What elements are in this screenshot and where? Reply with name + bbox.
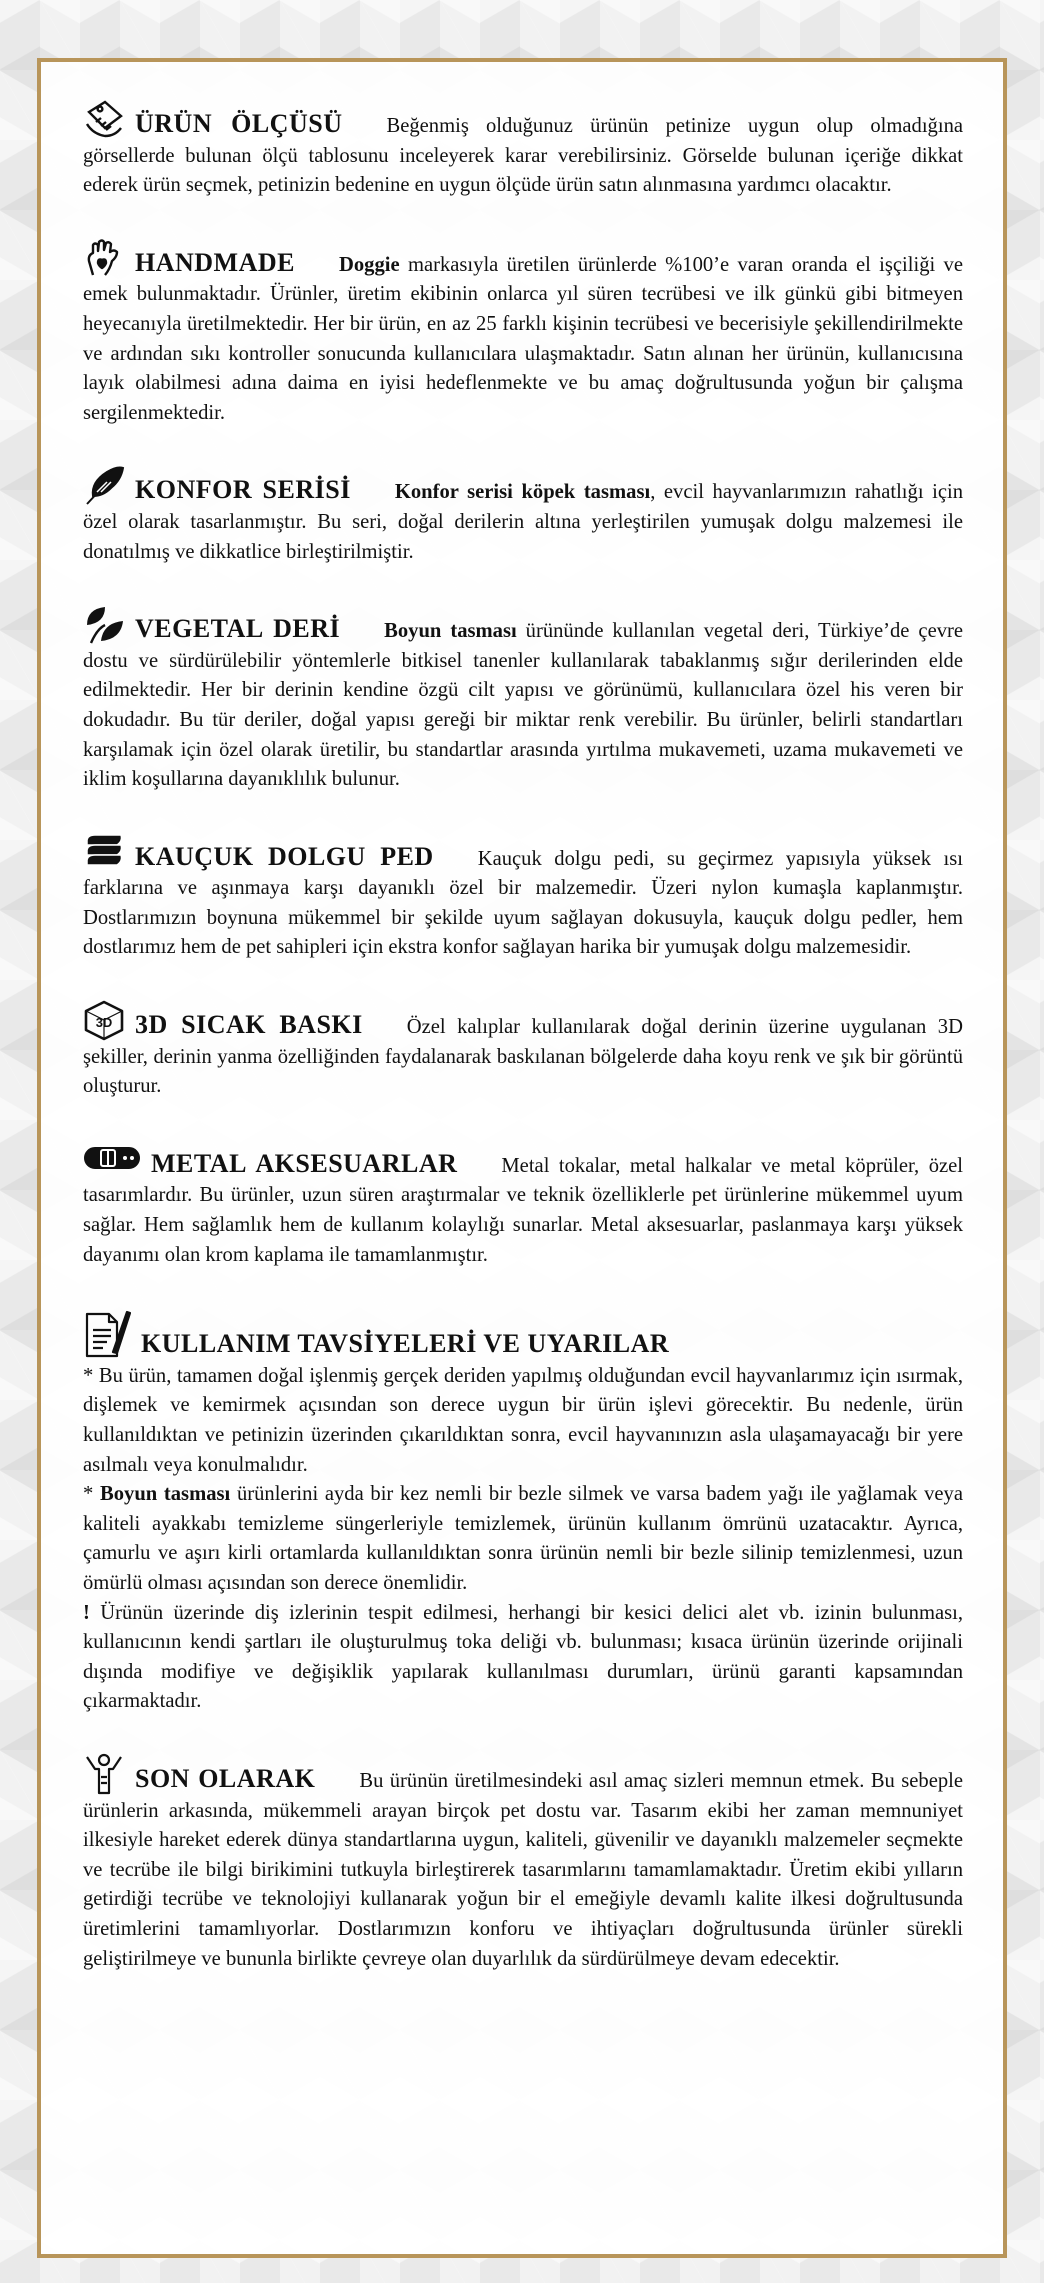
- section-text: Beğenmiş olduğunuz ürünün petinize uygun olup olmadığına görsellerde bulunan ölçü tablosunu inceleyerek karar verebilirsiniz. Görselde bulunan içeriğe dikkat ederek ürün seçmek, petinizin bedenine en uygun ölçüde ürün satın alınmasına yardımcı olacaktır.: [83, 115, 964, 197]
- hand-heart-icon: [83, 237, 125, 279]
- usage-bold-2: Boyun tasması: [99, 1483, 231, 1506]
- section-paragraph: [83, 1753, 963, 1974]
- section-paragraph: [83, 999, 963, 1102]
- section-text: markasıyla üretilen ürünlerde %100’e varan oranda el işçiliği ve emek bulunmaktadır. Ürünler, üretim ekibinin onlarca yıl süren tecrübesi ve ilk günkü gibi bitmeyen heyecanıyla üretilmektedir. Her bir ürün, en az 25 farklı kişinin tecrübesi ve becerisiyle şekillendirilmekte ve ardından sıkı kontroller sonucunda kullanıcılara ulaşmaktadır. Satın alınan her ürünün, kullanıcısına layık olabilmesi adına daima en iyisi hedeflenmekte ve bu amaç doğrultusunda yoğun bir çalışma sergilenmektedir.: [83, 253, 963, 424]
- section-vegetal-deri: [83, 603, 963, 795]
- section-urun-olcusu: [83, 98, 963, 201]
- section-heading-line: [83, 1306, 963, 1362]
- section-title: HANDMADE: [135, 247, 295, 277]
- happy-person-icon: [83, 1753, 125, 1795]
- svg-text:3D: 3D: [95, 1015, 113, 1031]
- section-paragraph: [83, 1138, 963, 1270]
- 3d-cube-icon: [83, 999, 125, 1041]
- section-bold-lead: Doggie: [339, 253, 400, 276]
- section-text: Bu ürünün üretilmesindeki asıl amaç sizleri memnun etmek. Bu sebeple ürünlerin arkasında, mükemmeli arayan birçok pet dostu var. Tasarım ekibi her zaman memnuniyet ilkesiyle hareket ederek dünya standartlarına uygun, kaliteli, güvenilir ve dayanıklı malzemeler seçmekte ve tecrübe ile bilgi birikimini tutkuyla birleştirerek tasarımlarını tamamlamaktadır. Üretim ekibi yılların getirdiği tecrübe ve teknolojiyi kullanarak yoğun bir el emeğiyle devamlı kalite ilkesi doğrultusunda üretimlerini tamamlıyorlar. Dostlarımızın konforu ve ihtiyaçları doğrultusunda ürünler sürekli geliştirilmeye ve bununla birlikte çevreye olan duyarlılık da sürdürülmeye devam edecektir.: [83, 1769, 964, 1970]
- content-frame: [37, 58, 1007, 2258]
- usage-paragraph-2: [83, 1480, 963, 1598]
- usage-prefix-2: *: [83, 1483, 100, 1506]
- ruler-tag-icon: [83, 98, 125, 140]
- section-konfor-serisi: [83, 464, 963, 567]
- section-paragraph: [83, 464, 963, 567]
- section-title: SON OLARAK: [135, 1763, 316, 1793]
- collar-icon: [83, 1138, 141, 1180]
- section-text: , evcil hayvanlarımızın rahatlığı için özel olarak tasarlanmıştır. Bu seri, doğal derilerin altına yerleştirilen yumuşak dolgu malzemesi ile donatılmış ve dikkatlice birleştirilmiştir.: [83, 481, 964, 563]
- section-text: Özel kalıplar kullanılarak doğal derinin üzerine uygulanan 3D şekiller, derinin yanma özelliğinden faydalanarak baskılanan bölgelerde daha koyu renk ve şık bir görüntü oluşturur.: [83, 1016, 963, 1098]
- section-bold-lead: Konfor serisi köpek tasması: [394, 481, 651, 504]
- section-metal-aksesuarlar: [83, 1138, 963, 1270]
- section-kaucuk-dolgu-ped: [83, 831, 963, 963]
- usage-paragraph-1: [83, 1362, 963, 1480]
- section-bold-lead: Boyun tasması: [384, 620, 517, 643]
- section-text: Kauçuk dolgu pedi, su geçirmez yapısıyla yüksek ısı farklarına ve aşınmaya karşı dayanıklı özel bir malzemedir. Üzeri nylon kumaşla kaplanmıştır. Dostlarımızın boynuna mükemmel bir şekilde uyum sağlayan dokusuyla, kauçuk dolgu pedler, hem dostlarımız hem de pet sahipleri için ekstra konfor sağlayan harika bir yumuşak dolgu malzemesidir.: [83, 847, 964, 959]
- layers-icon: [83, 831, 125, 873]
- document-pen-icon: [83, 1306, 131, 1358]
- content-area: [83, 98, 963, 2010]
- section-handmade: [83, 237, 963, 429]
- section-3d-sicak-baski: [83, 999, 963, 1102]
- usage-text-1: * Bu ürün, tamamen doğal işlenmiş gerçek deriden yapılmış olduğundan evcil hayvanlarımız için ısırmak, dişlemek ve kemirmek açısından son derece uygun bir ürün işlevi görecektir. Bu nedenle, ürün kullanıldıktan ve petinizin üzerinden çıkarıldıktan sonra, evcil hayvanınızın asla ulaşamayacağı bir yere asılmalı veya konulmalıdır.: [83, 1364, 963, 1476]
- section-title: VEGETAL DERİ: [135, 614, 341, 644]
- section-paragraph: [83, 98, 963, 201]
- section-kullanim-tavsiyeleri: [83, 1306, 963, 1717]
- section-paragraph: [83, 237, 963, 429]
- section-text: Metal tokalar, metal halkalar ve metal köprüler, özel tasarımlardır. Bu ürünler, uzun süren araştırmalar ve teknik özelliklerle pet ürünlerine mükemmel uyum sağlar. Hem sağlamlık hem de kullanım kolaylığı sunarlar. Metal aksesuarlar, paslanmaya karşı yüksek dayanımı olan krom kaplama ile tamamlanmıştır.: [83, 1154, 963, 1266]
- usage-text-3: Ürünün üzerinde diş izlerinin tespit edilmesi, herhangi bir kesici delici alet vb. izinin bulunması, kullanıcının kendi şartları ile oluşturulmuş toka deliği vb. bulunması; kısaca ürünün üzerinde orijinali dışında modifiye ve değişiklik yapılarak kullanılması durumları, ürünü garanti kapsamından çıkarmaktadır.: [83, 1601, 963, 1713]
- usage-bold-3: !: [83, 1601, 90, 1624]
- section-title: KAUÇUK DOLGU PED: [135, 841, 434, 871]
- usage-text-2: ürünlerini ayda bir kez nemli bir bezle silmek ve varsa badem yağı ile yağlamak veya kaliteli ayakkabı temizleme süngerleriyle temizlemek, ürünün kullanım ömrünü uzatacaktır. Ayrıca, çamurlu ve aşırı kirli ortamlarda kullanıldıktan sonra ürünün nemli bir bezle silinip temizlenmesi, uzun ömürlü olması açısından son derece önemlidir.: [83, 1483, 963, 1594]
- section-title: 3D SICAK BASKI: [135, 1010, 363, 1040]
- section-title: KULLANIM TAVSİYELERİ VE UYARILAR: [141, 1329, 670, 1359]
- section-text: ürününde kullanılan vegetal deri, Türkiye’de çevre dostu ve sürdürülebilir yöntemlerle bitkisel tanenler kullanılarak tabaklanmış sığır derilerinden elde edilmektedir. Her bir derinin kendine özgü cilt yapısı ve görünümü, kullanıcılara özel his veren bir dokudadır. Bu tür deriler, doğal yapısı gereği bir miktar renk verebilir. Bu ürünler, belirli standartları karşılamak için özel olarak üretilir, bu standartlar arasında yırtılma mukavemeti, uzama mukavemeti ve iklim koşullarına dayanıklılık bulunur.: [83, 620, 963, 791]
- feather-icon: [83, 464, 125, 506]
- leaves-icon: [83, 603, 125, 645]
- section-title: METAL AKSESUARLAR: [151, 1148, 458, 1178]
- section-title: KONFOR SERİSİ: [135, 475, 351, 505]
- usage-paragraph-3: [83, 1599, 963, 1717]
- section-son-olarak: [83, 1753, 963, 1974]
- section-paragraph: [83, 831, 963, 963]
- section-paragraph: [83, 603, 963, 795]
- section-title: ÜRÜN ÖLÇÜSÜ: [135, 109, 343, 138]
